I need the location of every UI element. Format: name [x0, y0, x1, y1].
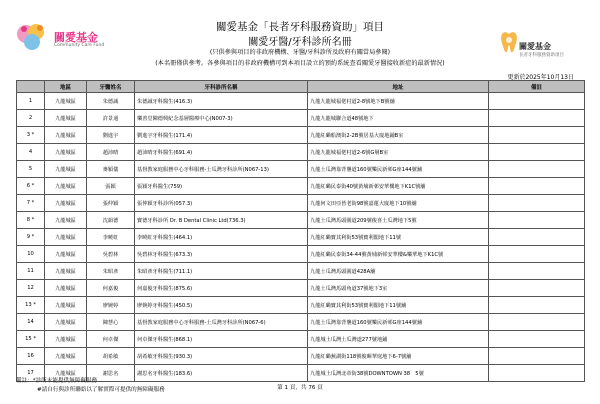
cell-remark	[489, 144, 585, 161]
cell-remark	[489, 297, 585, 314]
cell-dentist: 沈韻德	[87, 212, 135, 229]
cell-dentist: 吳碧林	[87, 246, 135, 263]
cell-dentist: 張仲穎	[87, 195, 135, 212]
col-header-clinic: 牙科診所名稱	[135, 81, 308, 93]
cell-clinic: 胡希敏牙科醫生(930.3)	[135, 348, 308, 365]
table-row	[17, 110, 585, 127]
cell-dentist: 何卓傑	[87, 331, 135, 348]
cell-no: 11	[17, 263, 45, 280]
cell-district: 九龍城區	[45, 331, 87, 348]
cell-clinic: 樂善堂陳德興紀念基層醫療中心(N007-3)	[135, 110, 308, 127]
cell-remark	[489, 348, 585, 365]
cell-dentist: 胡希敏	[87, 348, 135, 365]
table-row	[17, 161, 585, 178]
table-row	[17, 365, 585, 382]
col-header-no	[17, 81, 45, 93]
footer-note-2: #請自行與診所聯絡以了解實際可提供的無障礙服務	[37, 387, 165, 393]
cell-district: 九龍城區	[45, 280, 87, 297]
cell-dentist: 朱昭彥	[87, 263, 135, 280]
table-row	[17, 178, 585, 195]
cell-no: 4	[17, 144, 45, 161]
col-header-district: 地區	[45, 81, 87, 93]
cell-dentist: 李曉虹	[87, 229, 135, 246]
cell-district: 九龍城區	[45, 246, 87, 263]
table-row	[17, 127, 585, 144]
table-header-row	[17, 81, 585, 93]
cell-no: 5	[17, 161, 45, 178]
cell-address: 九龍紅磡民泰街40號黃埔新邨安華樓地下K1C號舖	[308, 178, 489, 195]
cell-address: 九龍何文田亞皆老街98號嘉蓮大廈地下10號舖	[308, 195, 489, 212]
cell-clinic: 基督教家庭服務中心牙科服務-土瓜灣牙科診所(N067-6)	[135, 314, 308, 331]
cell-district: 九龍城區	[45, 365, 87, 382]
cell-no: 7 *	[17, 195, 45, 212]
cell-district: 九龍城區	[45, 161, 87, 178]
cell-no: 17	[17, 365, 45, 382]
cell-clinic: 寶德牙科診所 Dr. B Dental Clinic Ltd(736.3)	[135, 212, 308, 229]
cell-remark	[489, 365, 585, 382]
table-row	[17, 144, 585, 161]
cell-no: 16	[17, 348, 45, 365]
cell-dentist: 陳慧心	[87, 314, 135, 331]
table-row	[17, 93, 585, 110]
cell-district: 九龍城區	[45, 195, 87, 212]
cell-address: 九龍土瓜灣靠背壟道160號樂民新邨G座144號舖	[308, 314, 489, 331]
cell-no: 14	[17, 314, 45, 331]
cell-address: 九龍紅磡船澳街2-2B號居基大廈地鋪B室	[308, 127, 489, 144]
cell-remark	[489, 212, 585, 229]
cell-clinic: 張穎牙科醫生(759)	[135, 178, 308, 195]
cell-address: 九龍紅磡蕪湖街118號俊暉華庭地下6-7號舖	[308, 348, 489, 365]
table-row	[17, 280, 585, 297]
cell-remark	[489, 263, 585, 280]
cell-clinic: 劉進宇牙科醫生(171.4)	[135, 127, 308, 144]
cell-address: 九龍土瓜灣馬頭角道37號地下3室	[308, 280, 489, 297]
table-row	[17, 331, 585, 348]
cell-address: 九龍九龍城福佬村道2-6號G層B室	[308, 144, 489, 161]
cell-address: 九龍紅磡寶其利街53號寶利閣地下11號	[308, 229, 489, 246]
cell-dentist: 朱德誠	[87, 93, 135, 110]
ccf-logo-subtitle: Community Care Fund	[54, 43, 105, 48]
table-row	[17, 246, 585, 263]
col-header-dentist: 牙醫姓名	[87, 81, 135, 93]
cell-district: 九龍城區	[45, 178, 87, 195]
cell-no: 6 *	[17, 178, 45, 195]
cell-remark	[489, 229, 585, 246]
cell-district: 九龍城區	[45, 110, 87, 127]
cell-clinic: 張仲穎牙科診所(057.3)	[135, 195, 308, 212]
dental-logo-name: 關愛基金	[519, 42, 551, 51]
cell-district: 九龍城區	[45, 144, 87, 161]
cell-no: 1	[17, 93, 45, 110]
cell-address: 九龍九龍城聯合道48號地下	[308, 110, 489, 127]
cell-dentist: 劉進宇	[87, 127, 135, 144]
updated-date: 更新於2025年10月13日	[507, 74, 574, 81]
col-header-address: 地址	[308, 81, 489, 93]
cell-no: 12	[17, 280, 45, 297]
cell-district: 九龍城區	[45, 212, 87, 229]
cell-remark	[489, 127, 585, 144]
cell-district: 九龍城區	[45, 229, 87, 246]
cell-no: 13 *	[17, 297, 45, 314]
page-title: 關愛基金「長者牙科服務資助」項目	[216, 21, 384, 33]
table-row	[17, 229, 585, 246]
cell-dentist: 麥穎儀	[87, 161, 135, 178]
cell-clinic: 廖婉婷牙科醫生(450.5)	[135, 297, 308, 314]
cell-address: 九龍土瓜灣馬頭圍道428A舖	[308, 263, 489, 280]
footer-note-1: 備註：*診所未能提供無障礙服務	[16, 378, 98, 384]
cell-remark	[489, 195, 585, 212]
table-row	[17, 263, 585, 280]
header-note-2: (本名冊僅供參考。各參與項目的非政府機構可到本項目設立的預約系統查看關愛牙醫接收新症的最新情況)	[155, 60, 445, 67]
cell-clinic: 朱昭彥牙科醫生(711.1)	[135, 263, 308, 280]
cell-district: 九龍城區	[45, 93, 87, 110]
cell-clinic: 李曉虹牙科醫生(464.1)	[135, 229, 308, 246]
cell-address: 九龍土瓜灣馬頭圍道209號俊喜土瓜灣地下5號	[308, 212, 489, 229]
cell-address: 九龍紅磡寶其利街53號寶利閣地下11號舖	[308, 297, 489, 314]
cell-dentist: 許景通	[87, 110, 135, 127]
table-row	[17, 314, 585, 331]
cell-district: 九龍城區	[45, 263, 87, 280]
cell-no: 15 *	[17, 331, 45, 348]
ccf-logo-name: 關愛基金	[54, 31, 98, 44]
cell-clinic: 何嘉俊牙科醫生(875.6)	[135, 280, 308, 297]
cell-remark	[489, 178, 585, 195]
cell-clinic: 吳碧林牙科醫生(673.3)	[135, 246, 308, 263]
table-row	[17, 348, 585, 365]
cell-district: 九龍城區	[45, 297, 87, 314]
cell-no: 8 *	[17, 212, 45, 229]
cell-district: 九龍城區	[45, 127, 87, 144]
cell-remark	[489, 161, 585, 178]
cell-clinic: 朱德誠牙科醫生(416.3)	[135, 93, 308, 110]
cell-remark	[489, 110, 585, 127]
cell-address: 九龍紅磡民泰街34-44號黃埔新邨安華樓&樂華地下K1C號	[308, 246, 489, 263]
table-row	[17, 195, 585, 212]
cell-district: 九龍城區	[45, 348, 87, 365]
cell-address: 九龍城土瓜灣土瓜灣道277號地鋪	[308, 331, 489, 348]
dental-logo-subtitle: 長者牙科服務資助項目	[519, 53, 564, 58]
table-row	[17, 212, 585, 229]
cell-dentist: 謝思名	[87, 365, 135, 382]
cell-no: 3 *	[17, 127, 45, 144]
table-row	[17, 297, 585, 314]
cell-remark	[489, 314, 585, 331]
cell-remark	[489, 331, 585, 348]
page-subtitle: 關愛牙醫/牙科診所名冊	[248, 37, 352, 48]
cell-clinic: 基督教家庭服務中心牙科服務-土瓜灣牙科診所(N067-13)	[135, 161, 308, 178]
cell-address: 九龍城土瓜灣北帝街38號DOWNTOWN 38 5號	[308, 365, 489, 382]
dentist-table	[16, 80, 585, 382]
cell-district: 九龍城區	[45, 314, 87, 331]
cell-clinic: 何卓傑牙科醫生(868.1)	[135, 331, 308, 348]
header-note-1: (只供參與項目的非政府機構、牙醫/牙科診所及政府有關當局參閱)	[209, 49, 391, 56]
cell-no: 10	[17, 246, 45, 263]
cell-clinic: 謝思名牙科醫生(183.6)	[135, 365, 308, 382]
cell-dentist: 張穎	[87, 178, 135, 195]
page-number: 第 1 頁，共 76 頁	[277, 385, 323, 391]
cell-remark	[489, 280, 585, 297]
cell-dentist: 廖婉婷	[87, 297, 135, 314]
cell-address: 九龍土瓜灣靠背壟道160號樂民新邨G座144號舖	[308, 161, 489, 178]
cell-remark	[489, 93, 585, 110]
cell-dentist: 趙沛晴	[87, 144, 135, 161]
cell-dentist: 何嘉俊	[87, 280, 135, 297]
cell-remark	[489, 246, 585, 263]
cell-clinic: 趙沛晴牙科醫生(691.4)	[135, 144, 308, 161]
cell-address: 九龍九龍城福佬村道2-8號地下B號舖	[308, 93, 489, 110]
table-body	[17, 93, 585, 382]
col-header-remark: 備註	[489, 81, 585, 93]
cell-no: 9 *	[17, 229, 45, 246]
cell-no: 2	[17, 110, 45, 127]
